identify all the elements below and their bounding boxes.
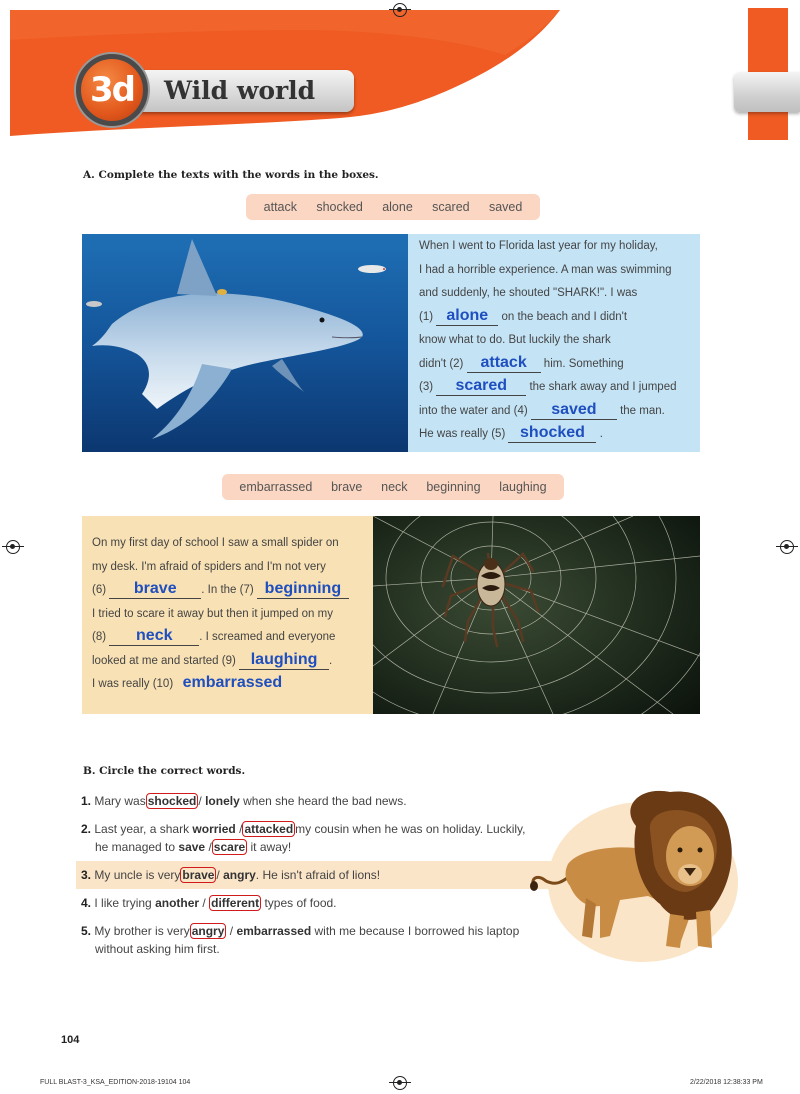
text1-line: When I went to Florida last year for my holiday,	[419, 240, 658, 252]
question-text: . He isn't afraid of lions!	[255, 868, 381, 882]
option-selected[interactable]: shocked	[147, 794, 197, 808]
text1-line-start: didn't (2)	[419, 357, 464, 370]
word-box-1	[246, 194, 540, 220]
text-panel-1	[408, 234, 700, 452]
section-b-instruction: B. Circle the correct words.	[83, 765, 246, 777]
question-text: it away!	[250, 840, 292, 854]
question-text: My uncle is very	[94, 868, 181, 882]
question-number: 2.	[81, 822, 92, 836]
question-line	[81, 922, 556, 940]
text1-line: know what to do. But luckily the shark	[419, 334, 611, 346]
answer-blank-2[interactable]: attack	[467, 354, 541, 373]
question-5	[81, 922, 556, 958]
text1-line-rest: the shark away and I jumped	[529, 381, 677, 393]
question-line	[81, 838, 556, 856]
question-text: when she heard the bad news.	[243, 794, 407, 808]
text2-line: my desk. I'm afraid of spiders and I'm not very	[92, 560, 326, 573]
option-separator: /	[216, 868, 220, 882]
text1-line-rest: the man.	[620, 404, 665, 417]
text-panel-2	[82, 516, 373, 714]
word-box-2	[222, 474, 564, 500]
option-selected[interactable]: angry	[191, 924, 225, 938]
option-unselected[interactable]: worried	[192, 822, 236, 836]
text1-line: and suddenly, he shouted "SHARK!". I was	[419, 287, 638, 299]
text2-line-start: looked at me and started (9)	[92, 654, 236, 667]
gap-number: (3)	[419, 381, 434, 393]
question-number: 3.	[81, 868, 92, 882]
registration-mark-left	[6, 540, 20, 554]
shark-photo	[82, 234, 408, 452]
answer-blank-6[interactable]: brave	[109, 580, 201, 599]
text2-line	[92, 579, 373, 603]
text1-line: I had a horrible experience. A man was swimming	[419, 263, 672, 276]
unit-badge: 3d	[76, 54, 148, 126]
question-text: I like trying	[94, 896, 152, 910]
question-text: he managed to	[95, 840, 176, 854]
gap-number: (8)	[92, 631, 107, 643]
word-box-2-word: brave	[331, 480, 363, 494]
text2-line-start: I was really (10)	[92, 678, 174, 690]
option-separator: /	[229, 924, 234, 938]
text2-line: On my first day of school I saw a small spider on	[92, 537, 339, 549]
option-unselected[interactable]: embarrassed	[236, 924, 312, 938]
text2-line	[92, 626, 373, 650]
question-text: types of food.	[264, 896, 337, 910]
option-separator: /	[208, 840, 212, 854]
option-separator: /	[239, 822, 243, 836]
word-box-2-word: embarrassed	[239, 480, 313, 494]
text1-line-start: into the water and (4)	[419, 404, 528, 417]
word-box-2-word: neck	[381, 480, 408, 494]
answer-blank-4[interactable]: saved	[531, 401, 617, 420]
page-title: Wild world	[164, 76, 316, 105]
question-4	[81, 894, 551, 912]
question-1	[81, 792, 551, 810]
option-selected[interactable]: different	[211, 896, 260, 910]
question-text: Mary was	[94, 794, 146, 808]
spider-photo	[373, 516, 700, 714]
question-text: Last year, a shark	[94, 822, 190, 836]
question-3	[81, 866, 551, 884]
answer-blank-8[interactable]: neck	[109, 627, 199, 646]
text2-line: I tried to scare it away but then it jumped on my	[92, 607, 333, 620]
text2-line-rest: .	[329, 654, 333, 667]
option-unselected[interactable]: angry	[223, 868, 256, 882]
answer-blank-7[interactable]: beginning	[257, 580, 349, 599]
question-number: 4.	[81, 896, 92, 910]
option-unselected[interactable]: lonely	[205, 794, 240, 808]
text2-line	[92, 673, 373, 697]
answer-blank-5[interactable]: shocked	[508, 424, 596, 443]
text2-line-rest: . I screamed and everyone	[199, 631, 336, 643]
text1-line	[419, 400, 700, 424]
registration-mark-top	[393, 3, 407, 17]
answer-blank-1[interactable]: alone	[436, 307, 498, 326]
question-line	[81, 820, 556, 838]
right-edge-silver-tab	[734, 72, 800, 112]
text1-line-rest: on the beach and I didn't	[501, 310, 628, 323]
text2-line-mid: . In the (7)	[201, 584, 254, 596]
question-text: My brother is very	[94, 924, 190, 938]
option-selected[interactable]: attacked	[244, 822, 294, 836]
word-box-1-word: scared	[432, 200, 470, 214]
text2-line	[92, 650, 373, 674]
text1-line-rest: him. Something	[543, 357, 624, 370]
text1-line	[419, 376, 700, 400]
footer-file-info: FULL BLAST-3_KSA_EDITION-2018-19104 104	[40, 1079, 191, 1086]
question-line: without asking him first.	[95, 942, 220, 956]
answer-blank-10[interactable]: embarrassed	[182, 674, 283, 691]
page-number: 104	[61, 1034, 80, 1046]
option-unselected[interactable]: another	[155, 896, 200, 910]
word-box-2-word: laughing	[499, 480, 547, 494]
option-selected[interactable]: scare	[213, 840, 246, 854]
gap-number: (6)	[92, 584, 107, 596]
word-box-2-word: beginning	[426, 480, 481, 494]
option-separator: /	[198, 794, 202, 808]
registration-mark-bottom	[393, 1076, 407, 1090]
word-box-1-word: shocked	[316, 200, 363, 214]
gap-number: (1)	[419, 310, 434, 323]
text1-line	[419, 353, 700, 377]
question-text: with me because I borrowed his laptop	[314, 924, 520, 938]
footer-timestamp: 2/22/2018 12:38:33 PM	[690, 1079, 763, 1086]
question-number: 5.	[81, 924, 92, 938]
question-2	[81, 820, 556, 856]
section-a-instruction: A. Complete the texts with the words in the boxes.	[83, 169, 379, 181]
registration-mark-right	[780, 540, 794, 554]
option-unselected[interactable]: save	[178, 840, 206, 854]
word-box-1-word: saved	[488, 200, 523, 214]
answer-blank-3[interactable]: scared	[436, 377, 526, 396]
answer-blank-9[interactable]: laughing	[239, 651, 329, 670]
text1-line-start: He was really (5)	[419, 428, 506, 440]
lion-photo	[530, 786, 758, 952]
text1-line	[419, 423, 700, 447]
text1-line-rest: .	[599, 428, 603, 440]
question-number: 1.	[81, 794, 92, 808]
option-selected[interactable]: brave	[182, 868, 215, 882]
word-box-1-word: alone	[382, 200, 413, 214]
word-box-1-word: attack	[263, 200, 298, 214]
option-separator: /	[202, 896, 206, 910]
question-text: my cousin when he was on holiday. Luckily,	[295, 822, 526, 836]
text1-line	[419, 306, 700, 330]
